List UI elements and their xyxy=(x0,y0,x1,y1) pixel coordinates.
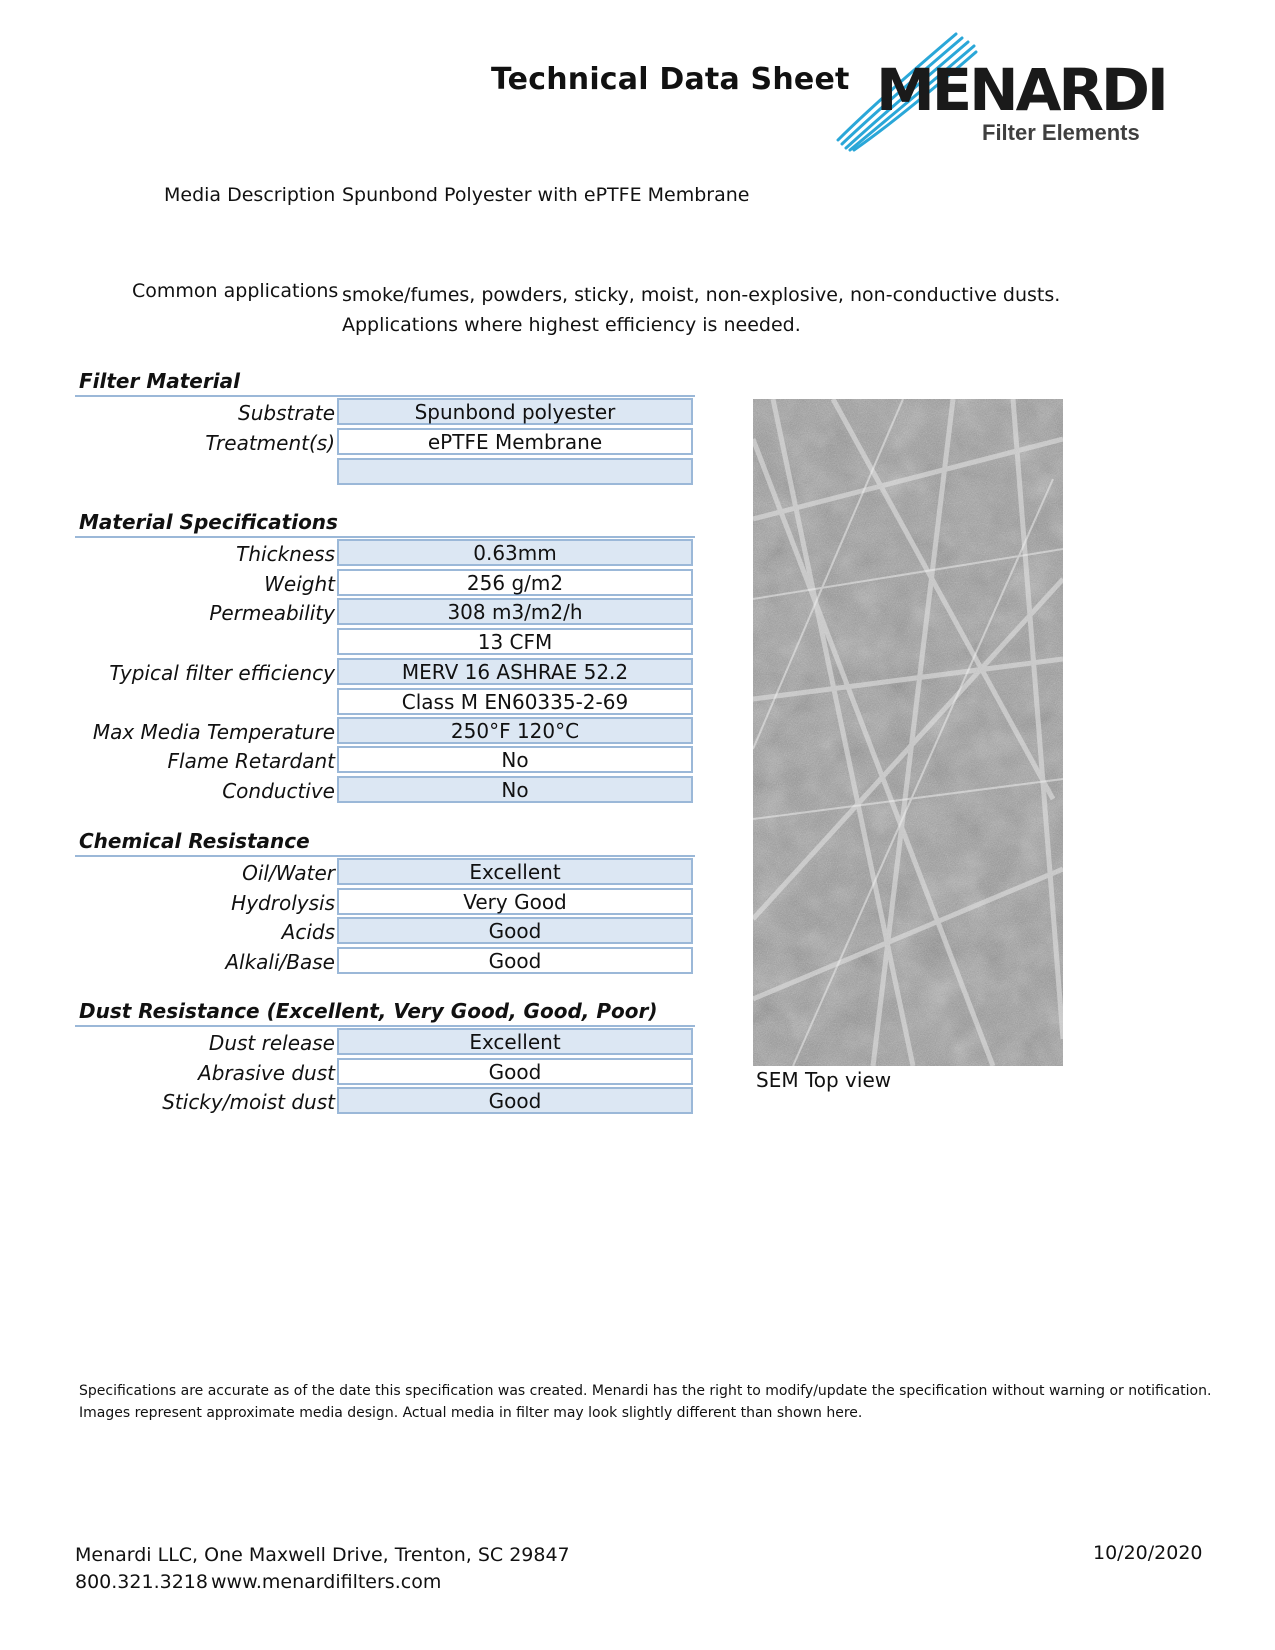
disclaimer-line-1: Specifications are accurate as of the date this specification was created. Menardi has the right to modify/update the specification without warning or notification. xyxy=(79,1383,1212,1399)
empty-value-cell xyxy=(337,458,693,485)
max-temperature-value: 250°F 120°C xyxy=(337,717,693,744)
disclaimer-line-2: Images represent approximate media design. Actual media in filter may look slightly different than shown here. xyxy=(79,1405,863,1421)
dust-resistance-heading: Dust Resistance (Excellent, Very Good, Good, Poor) xyxy=(79,999,658,1023)
conductive-value: No xyxy=(337,776,693,803)
section-divider xyxy=(75,536,695,538)
filter-efficiency-value: MERV 16 ASHRAE 52.2 xyxy=(337,658,693,685)
dust-release-label: Dust release xyxy=(208,1031,335,1055)
filter-material-heading: Filter Material xyxy=(79,369,240,393)
treatment-label: Treatment(s) xyxy=(205,431,335,455)
abrasive-dust-value: Good xyxy=(337,1058,693,1085)
substrate-value: Spunbond polyester xyxy=(337,398,693,425)
material-specifications-heading: Material Specifications xyxy=(79,510,338,534)
filter-efficiency-label: Typical filter efficiency xyxy=(109,661,335,685)
acids-value: Good xyxy=(337,917,693,944)
sticky-moist-dust-value: Good xyxy=(337,1087,693,1114)
thickness-value: 0.63mm xyxy=(337,539,693,566)
section-divider xyxy=(75,855,695,857)
hydrolysis-value: Very Good xyxy=(337,888,693,915)
sem-texture xyxy=(753,399,1063,1066)
common-applications-value: smoke/fumes, powders, sticky, moist, non-explosive, non-conductive dusts. Applications where highest efficiency is needed. xyxy=(342,284,1061,336)
conductive-label: Conductive xyxy=(222,779,335,803)
treatment-value: ePTFE Membrane xyxy=(337,428,693,455)
hydrolysis-label: Hydrolysis xyxy=(231,891,335,915)
oil-water-value: Excellent xyxy=(337,858,693,885)
logo-subtitle: Filter Elements xyxy=(982,120,1140,145)
logo-wordmark: MENARDI xyxy=(876,56,1166,124)
permeability-label: Permeability xyxy=(209,601,335,625)
weight-label: Weight xyxy=(264,572,335,596)
media-description-label: Media Description xyxy=(164,184,336,206)
footer-date: 10/20/2020 xyxy=(1093,1542,1203,1564)
page-title: Technical Data Sheet xyxy=(491,62,850,97)
thickness-label: Thickness xyxy=(236,542,335,566)
section-divider xyxy=(75,395,695,397)
flame-retardant-value: No xyxy=(337,746,693,773)
sem-caption: SEM Top view xyxy=(756,1068,892,1092)
substrate-label: Substrate xyxy=(238,401,335,425)
sticky-moist-dust-label: Sticky/moist dust xyxy=(162,1090,335,1114)
dust-release-value: Excellent xyxy=(337,1028,693,1055)
chemical-resistance-heading: Chemical Resistance xyxy=(79,829,310,853)
section-divider xyxy=(75,1025,695,1027)
media-description-value: Spunbond Polyester with ePTFE Membrane xyxy=(342,184,750,206)
footer-phone: 800.321.3218 xyxy=(75,1571,208,1593)
flame-retardant-label: Flame Retardant xyxy=(167,749,335,773)
oil-water-label: Oil/Water xyxy=(242,861,335,885)
permeability-cfm-value: 13 CFM xyxy=(337,628,693,655)
max-temperature-label: Max Media Temperature xyxy=(92,720,335,744)
acids-label: Acids xyxy=(281,920,335,944)
common-applications-label: Common applications xyxy=(132,280,339,302)
permeability-value: 308 m3/m2/h xyxy=(337,598,693,625)
filter-efficiency-class-value: Class M EN60335-2-69 xyxy=(337,688,693,715)
footer-website[interactable]: www.menardifilters.com xyxy=(211,1571,442,1593)
alkali-base-label: Alkali/Base xyxy=(225,950,335,974)
abrasive-dust-label: Abrasive dust xyxy=(198,1061,335,1085)
alkali-base-value: Good xyxy=(337,947,693,974)
sem-image xyxy=(753,399,1063,1066)
menardi-logo xyxy=(836,32,1166,152)
footer-address: Menardi LLC, One Maxwell Drive, Trenton, SC 29847 xyxy=(75,1544,570,1566)
weight-value: 256 g/m2 xyxy=(337,569,693,596)
